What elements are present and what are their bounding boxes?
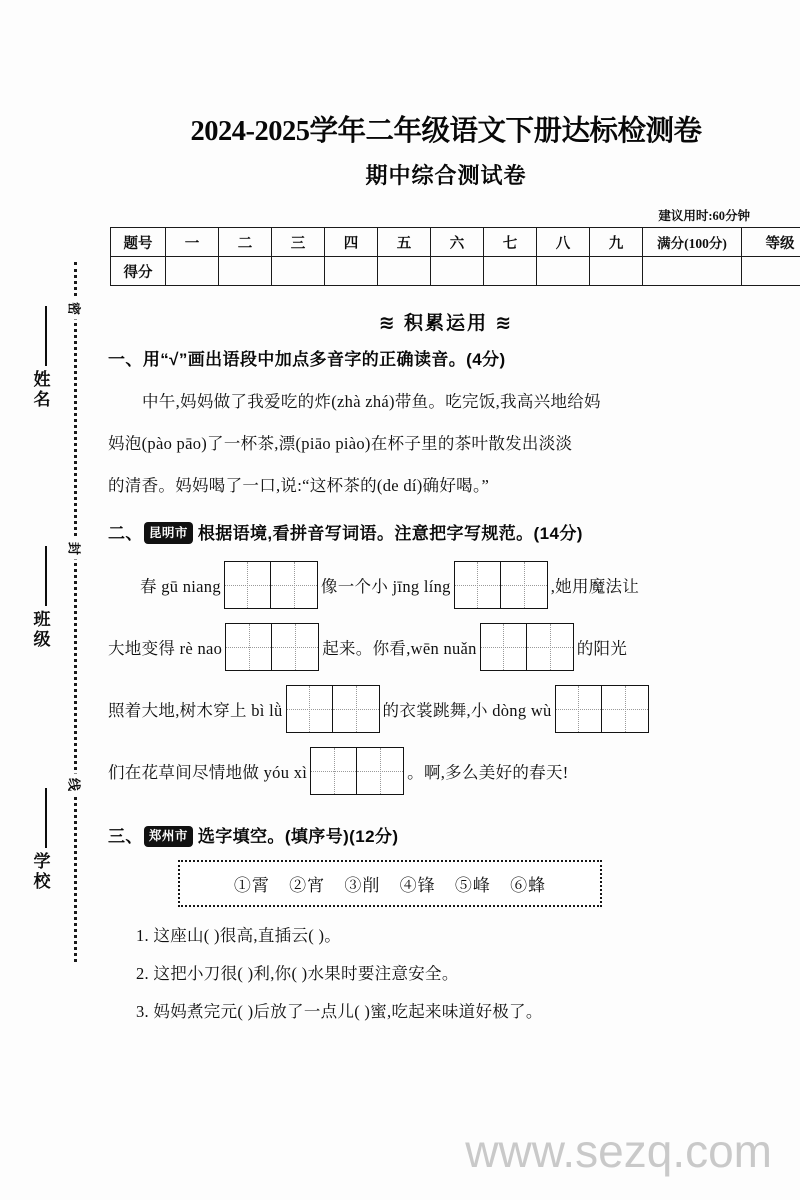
field-name-rule: [45, 306, 47, 366]
choice-option-5[interactable]: ⑤峰: [454, 875, 491, 895]
section-banner: ≋ 积累运用 ≋: [378, 313, 514, 334]
score-cell[interactable]: [484, 257, 537, 286]
grid-cell[interactable]: [602, 686, 648, 732]
write-line-1-text-3: ,她用魔法让: [550, 577, 640, 596]
write-line-1-text-1: 春 gū niang: [140, 577, 221, 596]
seal-char-mi: 密: [63, 298, 88, 320]
grid-cell[interactable]: [226, 624, 272, 670]
answer-grid-guniang[interactable]: [224, 561, 318, 609]
field-class-rule: [45, 546, 47, 606]
grid-cell[interactable]: [527, 624, 573, 670]
seal-dotted-line: [74, 262, 77, 962]
question-2-title: 根据语境,看拼音写词语。注意把字写规范。(14分): [197, 523, 583, 543]
score-col-3: 三: [272, 228, 325, 257]
field-school-rule: [45, 788, 47, 848]
score-cell[interactable]: [272, 257, 325, 286]
answer-grid-wennuan[interactable]: [480, 623, 574, 671]
seal-margin-column: [0, 0, 110, 1200]
score-cell[interactable]: [325, 257, 378, 286]
score-col-5: 五: [378, 228, 431, 257]
answer-grid-renao[interactable]: [225, 623, 319, 671]
table-row-header: [111, 228, 800, 257]
write-line-3-text-2: 的衣裳跳舞,小 dòng wù: [382, 701, 552, 720]
grid-cell[interactable]: [455, 562, 501, 608]
seal-char-feng: 封: [63, 538, 88, 560]
question-1-line-2: 妈泡(pào pāo)了一杯茶,漂(piāo piào)在杯子里的茶叶散发出淡淡: [108, 433, 573, 453]
question-3-heading: [108, 824, 784, 850]
write-line-2-text-2: 起来。你看,wēn nuǎn: [322, 639, 477, 658]
field-name: [16, 370, 64, 415]
write-line-2: [108, 616, 784, 678]
score-cell[interactable]: [590, 257, 643, 286]
question-1-line-3: 的清香。妈妈喝了一口,说:“这杯茶的(de dí)确好喝。”: [108, 475, 490, 495]
grid-cell[interactable]: [481, 624, 527, 670]
question-1-title: 用“√”画出语段中加点多音字的正确读音。(4分): [142, 350, 506, 369]
question-1-line-1: 中午,妈妈做了我爱吃的炸(zhà zhá)带鱼。吃完饭,我高兴地给妈: [142, 391, 601, 411]
grid-cell[interactable]: [357, 748, 403, 794]
grid-cell[interactable]: [556, 686, 602, 732]
write-line-2-text-1: 大地变得 rè nao: [108, 639, 223, 658]
write-line-4: [108, 740, 784, 802]
suggested-time-note: 建议用时:60分钟: [658, 209, 750, 223]
choice-option-4[interactable]: ④锋: [399, 875, 436, 895]
score-table-row-label: 题号: [111, 228, 166, 257]
score-cell-full[interactable]: [643, 257, 742, 286]
score-col-6: 六: [431, 228, 484, 257]
score-col-1: 一: [166, 228, 219, 257]
watermark: www.sezq.com: [465, 1125, 772, 1177]
score-cell[interactable]: [219, 257, 272, 286]
score-table: [110, 227, 800, 286]
table-row-score: [111, 257, 800, 286]
write-line-4-text-2: 。啊,多么美好的春天!: [407, 763, 569, 782]
grid-cell[interactable]: [225, 562, 271, 608]
write-line-1-text-2: 像一个小 jīng líng: [320, 577, 451, 596]
question-3-title: 选字填空。(填序号)(12分): [197, 827, 399, 846]
sub-question-1: 1. 这座山( )很高,直插云( )。: [136, 925, 342, 945]
choice-option-2[interactable]: ②宵: [289, 875, 326, 895]
write-line-3: [108, 678, 784, 740]
score-col-2: 二: [219, 228, 272, 257]
write-line-3-text-1: 照着大地,树木穿上 bì lǜ: [108, 701, 283, 720]
question-2-heading: [108, 521, 784, 547]
field-school: [16, 852, 64, 897]
write-line-4-text-1: 们在花草间尽情地做 yóu xì: [108, 763, 308, 782]
choice-option-1[interactable]: ①霄: [233, 875, 270, 895]
grid-cell[interactable]: [501, 562, 547, 608]
choice-option-3[interactable]: ③削: [344, 875, 381, 895]
score-cell[interactable]: [537, 257, 590, 286]
score-cell[interactable]: [166, 257, 219, 286]
score-cell[interactable]: [378, 257, 431, 286]
answer-grid-dongwu[interactable]: [555, 685, 649, 733]
question-1-heading: [108, 347, 784, 373]
write-line-2-text-3: 的阳光: [576, 639, 628, 658]
grid-cell[interactable]: [287, 686, 333, 732]
choice-options-box: [178, 860, 602, 907]
question-3-number: 三、: [108, 827, 143, 846]
question-2-number: 二、: [108, 523, 143, 543]
answer-grid-youxi[interactable]: [310, 747, 404, 795]
choice-option-6[interactable]: ⑥蜂: [510, 875, 547, 895]
question-1-number: 一、: [108, 350, 143, 369]
score-col-4: 四: [325, 228, 378, 257]
page-subtitle: 期中综合测试卷: [365, 163, 527, 188]
score-cell-grade[interactable]: [742, 257, 800, 286]
grid-cell[interactable]: [271, 562, 317, 608]
score-col-full: 满分(100分): [643, 228, 742, 257]
question-1-paragraph: [108, 381, 784, 507]
sub-question-2: 2. 这把小刀很( )利,你( )水果时要注意安全。: [136, 963, 459, 983]
score-col-7: 七: [484, 228, 537, 257]
sub-question-3: 3. 妈妈煮完元( )后放了一点儿( )蜜,吃起来味道好极了。: [136, 1001, 543, 1021]
score-cell[interactable]: [431, 257, 484, 286]
write-line-1: [108, 554, 784, 616]
grid-cell[interactable]: [272, 624, 318, 670]
score-table-row-label: 得分: [111, 257, 166, 286]
score-col-grade: 等级: [742, 228, 800, 257]
paper-content: [108, 0, 795, 1200]
field-name-label: 姓名: [30, 370, 50, 410]
field-school-label: 学校: [30, 852, 50, 892]
field-class: [16, 610, 64, 655]
grid-cell[interactable]: [333, 686, 379, 732]
answer-grid-bilv[interactable]: [286, 685, 380, 733]
field-class-label: 班级: [30, 610, 50, 650]
grid-cell[interactable]: [311, 748, 357, 794]
score-col-8: 八: [537, 228, 590, 257]
city-badge-kunming: 昆明市: [144, 522, 193, 544]
answer-grid-jingling[interactable]: [454, 561, 548, 609]
seal-char-xian: 线: [63, 774, 88, 796]
city-badge-zhengzhou: 郑州市: [144, 826, 193, 848]
score-col-9: 九: [590, 228, 643, 257]
page-title: 2024-2025学年二年级语文下册达标检测卷: [190, 116, 702, 147]
